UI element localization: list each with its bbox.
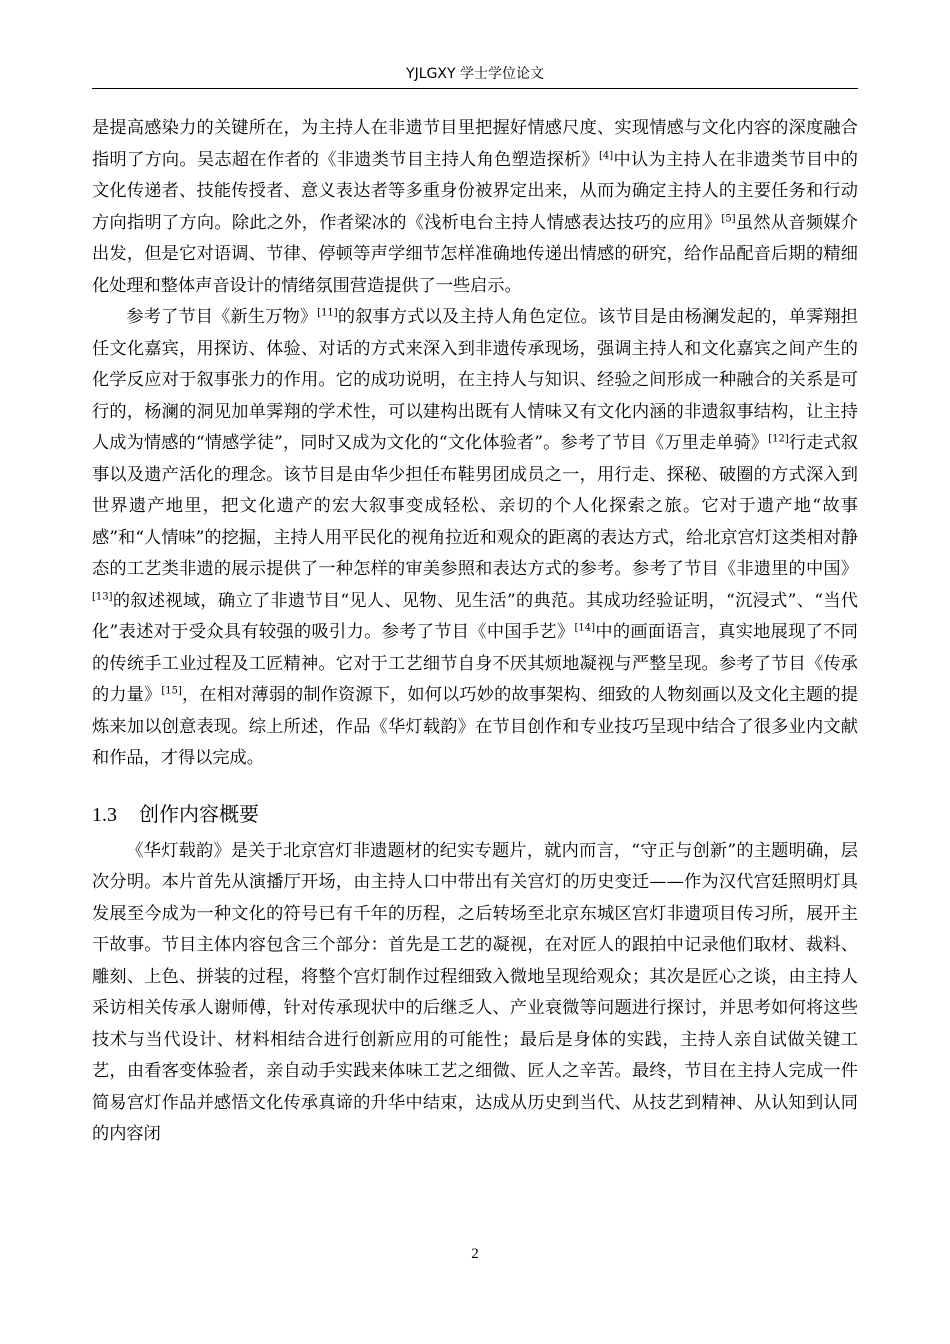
paragraph-text: 行走式叙事以及遗产活化的理念。该节目是由华少担任布鞋男团成员之一，用行走、探秘、破圈的方式深入到世界遗产地里，把文化遗产的宏大叙事变成轻松、亲切的个人化探索之旅。它对于遗产地“故事感”和“人情味”的挖掘，主持人用平民化的视角拉近和观众的距离的表达方式，给北京宫灯这类相对静态的工艺类非遗的展示提供了一种怎样的审美参照和表达方式的参考。参考了节目《非遗里的中国》 <box>92 433 858 579</box>
paragraph <box>92 113 858 302</box>
paragraph-text: 虽然从音频媒介出发，但是它对语调、节律、停顿等声学细节怎样准确地传递出情感的研究，给作品配音后期的精细化处理和整体声音设计的情绪氛围营造提供了一些启示。 <box>92 212 858 296</box>
section-number: 1.3 <box>92 803 117 826</box>
citation-ref: [12] <box>768 433 789 445</box>
paragraph-text: 是提高感染力的关键所在，为主持人在非遗节目里把握好情感尺度、实现情感与文化内容的深度融合指明了方向。吴志超在作者的《非遗类节目主持人角色塑造探析》 <box>92 118 858 170</box>
body-text <box>92 113 858 1151</box>
section-title: 创作内容概要 <box>139 801 259 826</box>
citation-ref: [11] <box>317 307 338 319</box>
page-number: 2 <box>471 1246 479 1262</box>
paragraph-text: ，在相对薄弱的制作资源下，如何以巧妙的故事架构、细致的人物刻画以及文化主题的提炼来加以创意表现。综上所述，作品《华灯载韵》在节目创作和专业技巧呈现中结合了很多业内文献和作品，才得以完成。 <box>92 685 858 768</box>
paragraph-text: 中认为主持人在非遗类节目中的文化传递者、技能传授者、意义表达者等多重身份被界定出来，从而为确定主持人的主要任务和行动方向指明了方向。除此之外，作者梁冰的《浅析电台主持人情感表达技巧的应用》 <box>92 149 858 233</box>
paragraph-text: 的叙述视域，确立了非遗节目“见人、见物、见生活”的典范。其成功经验证明，“沉浸式”、“当代化”表述对于受众具有较强的吸引力。参考了节目《中国手艺》 <box>92 590 858 642</box>
page-header: YJLGXY 学士学位论文 <box>92 64 858 89</box>
paragraphs <box>92 113 858 775</box>
citation-ref: [15] <box>161 685 182 697</box>
section-paragraph: 《华灯载韵》是关于北京宫灯非遗题材的纪实专题片，就内而言，“守正与创新”的主题明确，层次分明。本片首先从演播厅开场，由主持人口中带出有关宫灯的历史变迁——作为汉代宫廷照明灯具发展至今成为一种文化的符号已有千年的历程，之后转场至北京东城区宫灯非遗项目传习所，展开主干故事。节目主体内容包含三个部分：首先是工艺的凝视，在对匠人的跟拍中记录他们取材、裁料、雕刻、上色、拼装的过程，将整个宫灯制作过程细致入微地呈现给观众；其次是匠心之谈，由主持人采访相关传承人谢师傅，针对传承现状中的后继乏人、产业衰微等问题进行探讨，并思考如何将这些技术与当代设计、材料相结合进行创新应用的可能性；最后是身体的实践，主持人亲自试做关键工艺，由看客变体验者，亲自动手实践来体味工艺之细微、匠人之辛苦。最终，节目在主持人完成一件简易宫灯作品并感悟文化传承真谛的升华中结束，达成从历史到当代、从技艺到精神、从认知到认同的内容闭 <box>92 840 858 1144</box>
paragraph <box>92 302 858 775</box>
citation-ref: [4] <box>599 149 614 161</box>
paragraph-text: 参考了节目《新生万物》 <box>126 307 318 327</box>
citation-ref: [13] <box>92 590 113 602</box>
section-heading <box>92 799 858 830</box>
paragraph-text: 的叙事方式以及主持人角色定位。该节目是由杨澜发起的，单霁翔担任文化嘉宾，用探访、体验、对话的方式来深入到非遗传承现场，强调主持人和文化嘉宾之间产生的化学反应对于叙事张力的作用。它的成功说明，在主持人与知识、经验之间形成一种融合的关系是可行的，杨澜的洞见加单霁翔的学术性，可以建构出既有人情味又有文化内涵的非遗叙事结构，让主持人成为情感的“情感学徒”，同时又成为文化的“文化体验者”。参考了节目《万里走单骑》 <box>92 307 858 453</box>
citation-ref: [14] <box>574 622 596 634</box>
citation-ref: [5] <box>721 212 736 224</box>
paragraph-text: 中的画面语言，真实地展现了不同的传统手工业过程及工匠精神。它对于工艺细节自身不厌其烦地凝视与严整呈现。参考了节目《传承的力量》 <box>92 622 858 705</box>
